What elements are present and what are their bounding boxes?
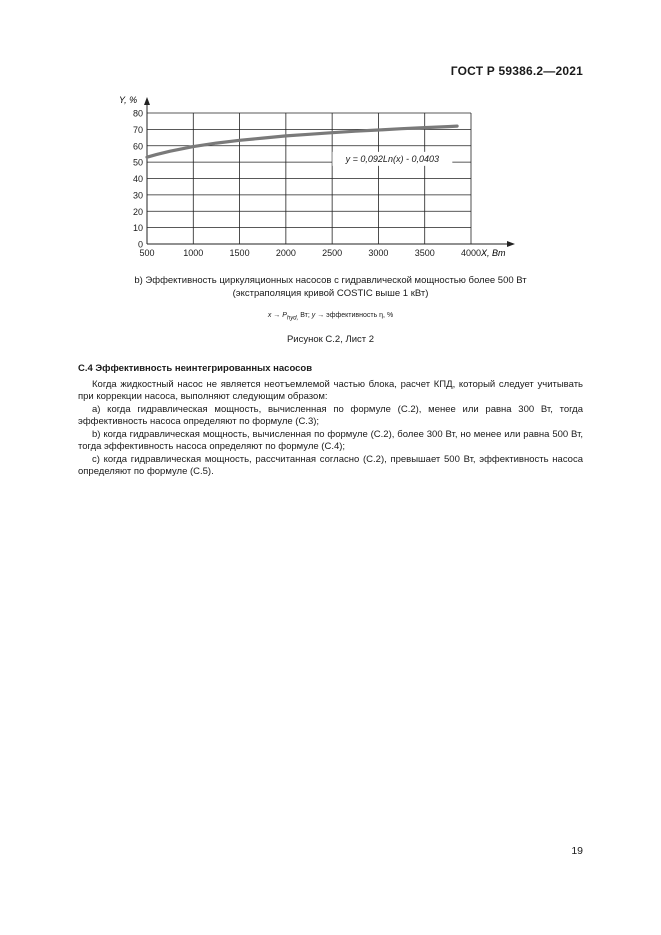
y-tick-label: 0 xyxy=(137,239,143,250)
section-paragraph-1: Когда жидкостный насос не является неотъемлемой частью блока, расчет КПД, который следует учитывать при коррекции насоса, выполняют следующим образом: xyxy=(78,378,583,402)
efficiency-chart xyxy=(100,86,520,261)
figure-legend xyxy=(60,312,601,321)
y-tick-label: 50 xyxy=(132,157,143,168)
equation-text: y = 0,092Ln(x) - 0,0403 xyxy=(345,153,439,164)
legend-sub: hyd, xyxy=(286,315,299,322)
chart-grid xyxy=(147,113,471,244)
legend-unit: Вт; xyxy=(300,312,310,319)
x-tick-label: 1500 xyxy=(229,248,250,258)
legend-arrow: → xyxy=(273,312,281,319)
y-tick-label: 60 xyxy=(132,141,143,152)
legend-x: x xyxy=(267,312,272,319)
section-paragraph-4: c) когда гидравлическая мощность, рассчитанная согласно (С.2), превышает 500 Вт, эффективность насоса определяют по формуле (С.5). xyxy=(78,453,583,477)
chart-axes xyxy=(144,97,515,247)
figure-caption-line2: (экстраполяция кривой COSTIC выше 1 кВт) xyxy=(232,288,429,299)
section-paragraph-2: a) когда гидравлическая мощность, вычисленная по формуле (С.2), менее или равна 300 Вт, тогда эффективность насоса определяют по формуле (С.3); xyxy=(78,403,583,427)
section-title: С.4 Эффективность неинтегрированных насосов xyxy=(78,363,313,374)
y-axis-arrow xyxy=(144,97,150,105)
y-axis-label: Y, % xyxy=(119,95,138,105)
x-tick-label: 4000 xyxy=(460,248,482,258)
x-tick-label: 2000 xyxy=(275,248,296,258)
x-axis-arrow xyxy=(507,241,515,247)
figure-caption-line1: b) Эффективность циркуляционных насосов с гидравлической мощностью более 500 Вт xyxy=(134,275,527,286)
section-c4 xyxy=(78,363,583,479)
x-tick-label: 1000 xyxy=(183,248,204,258)
x-tick-label: 500 xyxy=(139,248,155,258)
figure-title: Рисунок С.2, Лист 2 xyxy=(286,334,375,345)
section-paragraph-3: b) когда гидравлическая мощность, вычисленная по формуле (С.2), более 300 Вт, но менее или равна 500 Вт, тогда эффективность насоса определяют по формуле (С.4); xyxy=(78,428,583,452)
x-axis-label: X, Вт xyxy=(481,248,506,258)
chart-ticks xyxy=(133,109,481,259)
legend-y: y xyxy=(311,312,316,319)
y-tick-label: 20 xyxy=(132,206,143,217)
y-tick-label: 10 xyxy=(132,223,143,234)
page-number: 19 xyxy=(571,845,583,857)
document-code: ГОСТ Р 59386.2—2021 xyxy=(450,64,583,78)
x-tick-label: 3500 xyxy=(414,248,435,258)
y-tick-label: 40 xyxy=(132,174,143,184)
equation-box xyxy=(332,152,452,166)
y-tick-label: 30 xyxy=(132,190,143,201)
legend-p: P xyxy=(282,312,287,319)
x-tick-label: 3000 xyxy=(368,248,389,258)
legend-rest: → эффективность η, % xyxy=(317,312,394,319)
x-tick-label: 2500 xyxy=(322,248,343,258)
y-tick-label: 70 xyxy=(132,124,143,135)
y-tick-label: 80 xyxy=(132,108,143,119)
